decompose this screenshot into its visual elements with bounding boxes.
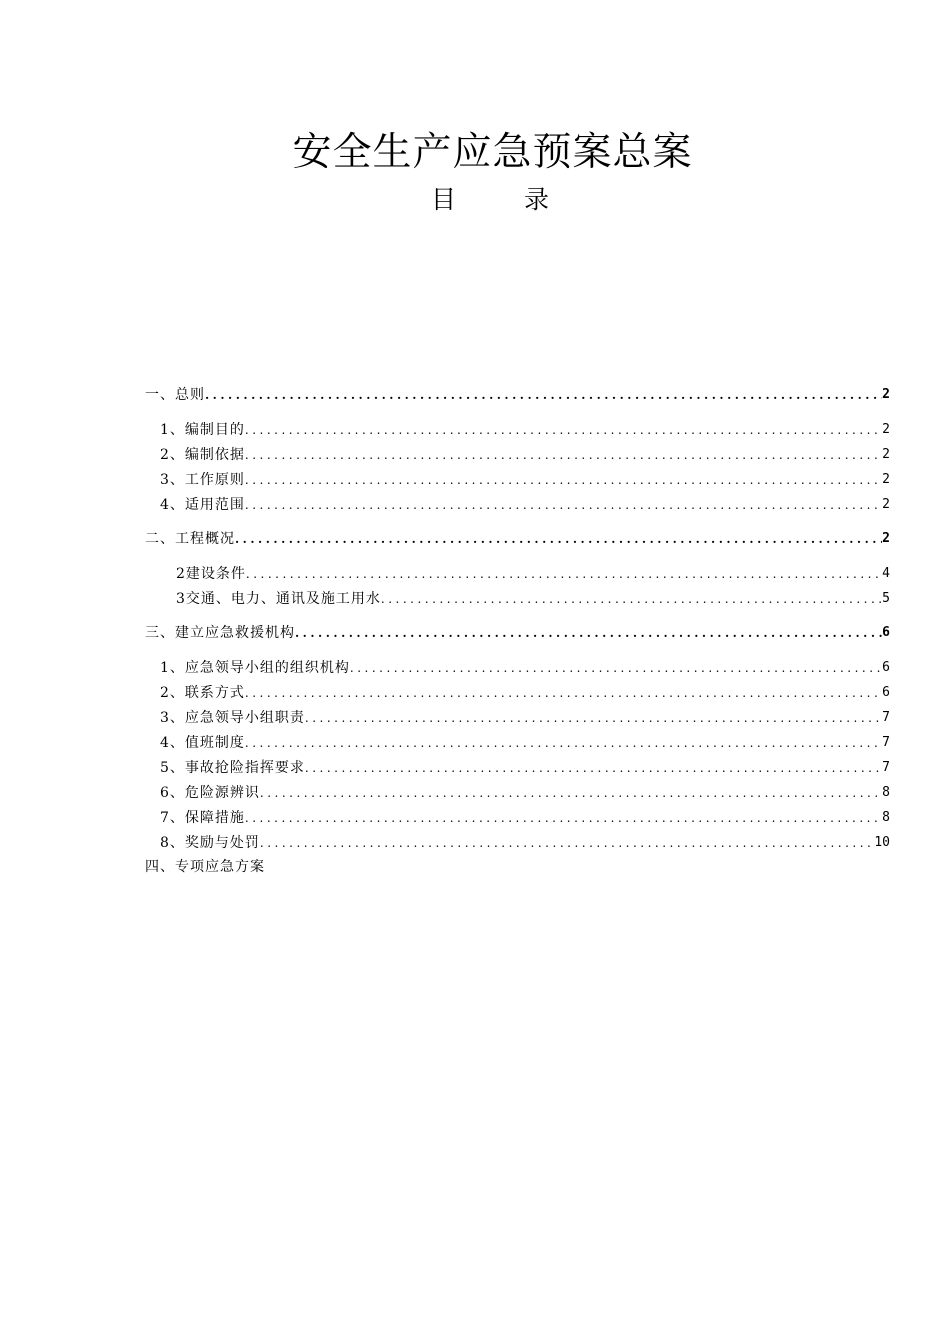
- dot-leader: [381, 589, 882, 609]
- dot-leader: [260, 783, 882, 803]
- toc-entry-label: 2、编制依据: [160, 447, 245, 463]
- toc-heading: 目 录: [431, 185, 579, 214]
- dot-leader: [245, 420, 882, 440]
- dot-leader: [245, 683, 882, 703]
- toc-entry-purpose[interactable]: [145, 420, 890, 440]
- toc-entry-page: 8: [882, 785, 890, 800]
- toc-entry-label: 三、建立应急救援机构: [145, 625, 295, 641]
- toc-entry-page: 10: [874, 835, 890, 850]
- toc-entry-page: 6: [882, 685, 890, 700]
- toc-entry-construction-conditions[interactable]: [145, 564, 890, 584]
- toc-entry-page: 2: [882, 422, 890, 437]
- dot-leader: [260, 833, 874, 853]
- toc-entry-page: 2: [882, 472, 890, 487]
- toc-entry-page: 7: [882, 760, 890, 775]
- toc-entry-command-requirements[interactable]: [145, 758, 890, 778]
- toc-entry-label: 二、工程概况: [145, 531, 235, 547]
- dot-leader: [245, 733, 882, 753]
- toc-entry-rescue-organization[interactable]: [145, 623, 890, 643]
- toc-entry-special-plans[interactable]: [145, 857, 890, 877]
- toc-entry-label: 3、工作原则: [160, 472, 245, 488]
- document-title: 安全生产应急预案总案: [292, 130, 693, 175]
- toc-entry-utilities[interactable]: [145, 589, 890, 609]
- dot-leader: [245, 808, 882, 828]
- toc-entry-page: 7: [882, 710, 890, 725]
- toc-entry-page: 8: [882, 810, 890, 825]
- toc-entry-label: 一、总则: [145, 387, 205, 403]
- dot-leader: [245, 495, 882, 515]
- toc-entry-label: 2、联系方式: [160, 685, 245, 701]
- toc-entry-page: 2: [882, 387, 890, 402]
- toc-entry-duty-system[interactable]: [145, 733, 890, 753]
- toc-entry-rewards-penalties[interactable]: [145, 833, 890, 853]
- toc-entry-label: 4、适用范围: [160, 497, 245, 513]
- toc-entry-principles[interactable]: [145, 470, 890, 490]
- toc-entry-label: 1、编制目的: [160, 422, 245, 438]
- dot-leader: [235, 529, 882, 549]
- toc-entry-page: 2: [882, 447, 890, 462]
- toc-entry-label: 8、奖励与处罚: [160, 835, 260, 851]
- toc-entry-label: 4、值班制度: [160, 735, 245, 751]
- toc-entry-basis[interactable]: [145, 445, 890, 465]
- toc-entry-page: 6: [882, 625, 890, 640]
- dot-leader: [205, 385, 882, 405]
- toc-entry-label: 1、应急领导小组的组织机构: [160, 660, 350, 676]
- toc-entry-label: 3、应急领导小组职责: [160, 710, 305, 726]
- toc-entry-safeguards[interactable]: [145, 808, 890, 828]
- dot-leader: [246, 564, 882, 584]
- toc-entry-page: 4: [882, 566, 890, 581]
- toc-entry-label: 7、保障措施: [160, 810, 245, 826]
- toc-entry-hazard-identification[interactable]: [145, 783, 890, 803]
- toc-entry-leadership-duties[interactable]: [145, 708, 890, 728]
- toc-entry-project-overview[interactable]: [145, 529, 890, 549]
- toc-entry-leadership-structure[interactable]: [145, 658, 890, 678]
- dot-leader: [295, 623, 882, 643]
- dot-leader: [350, 658, 882, 678]
- toc-entry-page: 2: [882, 497, 890, 512]
- toc-entry-contact[interactable]: [145, 683, 890, 703]
- toc-entry-label: 2建设条件: [176, 566, 246, 582]
- toc-entry-page: 6: [882, 660, 890, 675]
- toc-entry-page: 5: [882, 591, 890, 606]
- dot-leader: [245, 445, 882, 465]
- dot-leader: [245, 470, 882, 490]
- dot-leader: [305, 758, 882, 778]
- toc-entry-general[interactable]: [145, 385, 890, 405]
- toc-entry-label: 6、危险源辨识: [160, 785, 260, 801]
- toc-entry-page: 7: [882, 735, 890, 750]
- toc-entry-label: 5、事故抢险指挥要求: [160, 760, 305, 776]
- toc-entry-scope[interactable]: [145, 495, 890, 515]
- toc-entry-label: 四、专项应急方案: [145, 859, 265, 875]
- dot-leader: [305, 708, 882, 728]
- toc-entry-label: 3交通、电力、通讯及施工用水: [176, 591, 381, 607]
- toc-entry-page: 2: [882, 531, 890, 546]
